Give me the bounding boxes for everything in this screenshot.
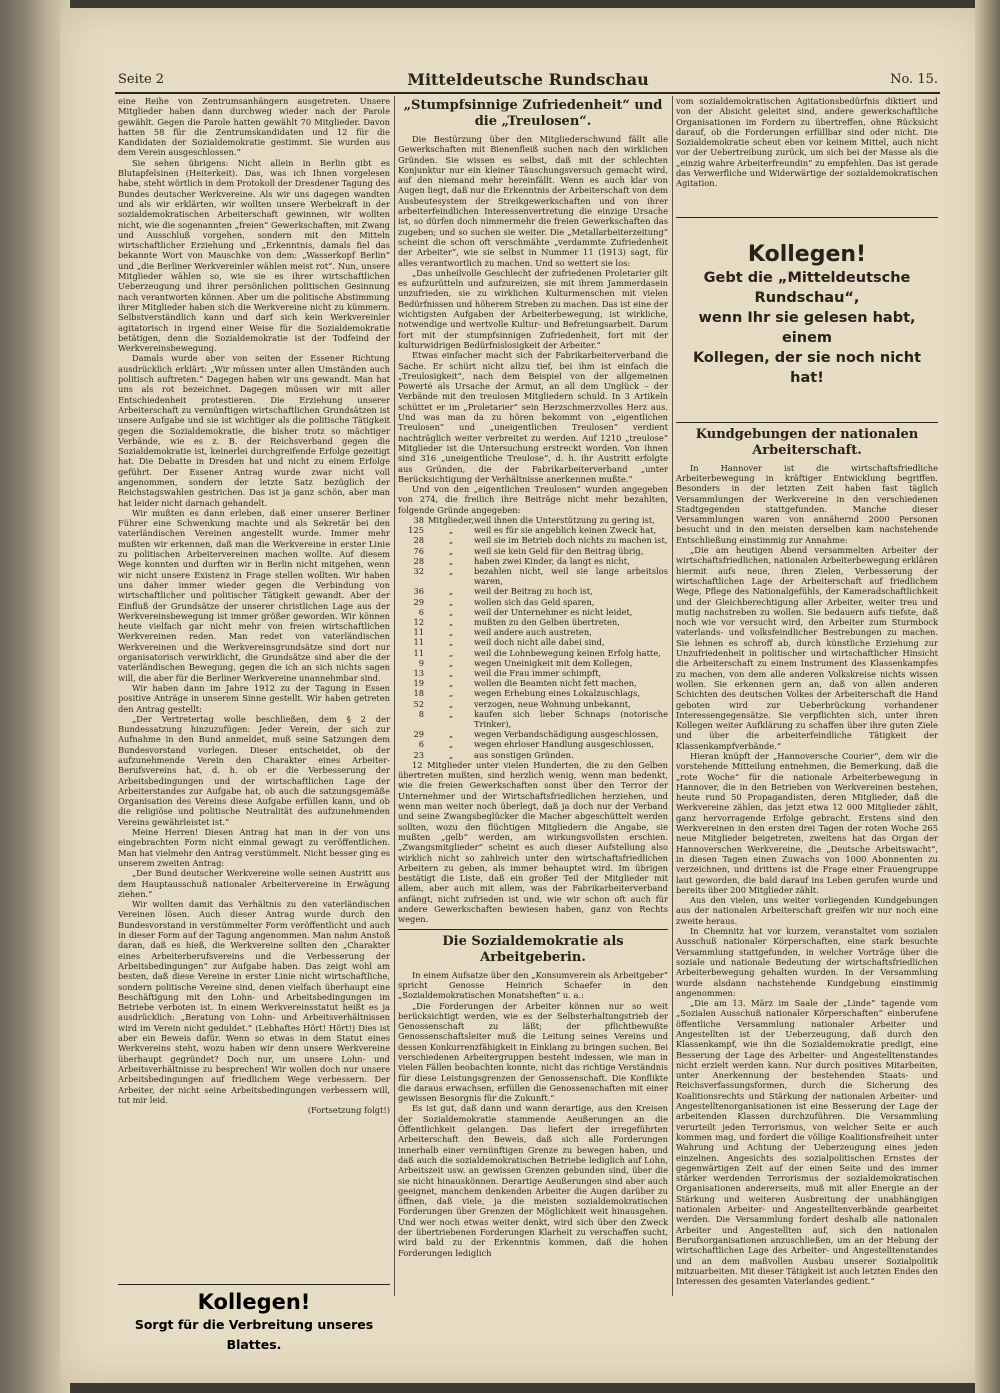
ad-title: Kollegen! — [747, 241, 867, 267]
reason-ditto: „ — [448, 555, 454, 566]
reason-count: 76 — [413, 545, 424, 556]
reason-count: 23 — [413, 749, 424, 760]
reason-ditto: „ — [448, 606, 454, 617]
reason-text: wegen Verbandschädigung ausgeschlossen, — [473, 729, 659, 740]
ad-line: wenn Ihr sie gelesen habt, einem — [698, 309, 916, 346]
reason-text: haben zwei Kinder, da langt es nicht, — [473, 555, 630, 566]
article-paragraph: Damals wurde aber von seiten der Essener Richtung ausdrücklich erklärt: „Wir müssen unter allen Umständen auch politisch auftreten.“ Dagegen haben wir uns gewandt. Man hat uns als rot bezeichnet. Dagegen müssen wir mit aller Entschiedenheit protestieren. Die Erziehung unserer Arbeiterschaft zu vernünftigen wirtschaftlichen Grundsätzen ist unsere Aufgabe und sie ist wichtiger als die politische Tätigkeit gegen die Sozialdemokratie, die bisher trotz so mächtiger Verbände, wie es z. B. der Reichsverband gegen die Sozialdemokratie ist, keinerlei durchgreifende Erfolge gezeitigt hat. Die Debatte in Dresden hat und nicht zu einem Erfolge geführt. Der Essener Antrag wurde zwar nicht voll angenommen, sondern der letzte Satz bezüglich der Reichstagswahlen gestrichen. Das ist ja ganz schön, aber man hat leider nicht darnach gehandelt. — [118, 353, 390, 508]
column-1 — [118, 96, 390, 1276]
article-paragraph: Die Bestürzung über den Mitgliederschwund fällt alle Gewerkschaften mit Bienenfleiß suchen nach den wirklichen Gründen. Sie wissen es selbst, daß mit der schlechten Konjunktur nur ein kleiner Täuschungsversuch gemacht wird, auf den niemand mehr hereinfällt. Wenn es auch klar von Augen liegt, daß nur die Erkenntnis der Arbeiterschaft von dem Ausbeutesystem der Streikgewerkschaften und von ihrer arbeiterfeindlichen Interessenvertretung die einzige Ursache ist, so dürfen doch nimmermehr die freien Gewerkschaften das zugeben; und so suchen sie weiter. Die „Metallarbeiterzeitung“ scheint die schon oft verschmähte „verdammte Zufriedenheit der Arbeiter“, wie sie selbst in Nummer 11 (1913) sagt, für alles verantwortlich zu machen. Und so wettert sie los: — [398, 134, 668, 268]
column-2 — [398, 96, 668, 1341]
continuation-note: (Fortsetzung folgt!) — [307, 1105, 390, 1116]
reason-ditto: „ — [448, 617, 454, 628]
reason-count: 12 — [413, 617, 424, 628]
reason-count: 36 — [413, 586, 424, 597]
reason-text: weil der Beitrag zu hoch ist, — [473, 586, 593, 597]
reason-row — [398, 627, 668, 637]
article-quote: „Die am 13. März im Saale der „Linde“ tagende vom „Sozialen Ausschuß nationaler Körperschaften“ einberufene öffentliche Versammlung nationaler Arbeiter und Angestellten ist der Ueberzeugung, daß durch den Klassenkampf, wie ihn die Sozialdemokratie predigt, eine Besserung der Lage des Arbeiter- und Angestelltenstandes nicht erzielt werden kann. Nur durch positives Mitarbeiten, unter Anerkennung der bestehenden Staats- und Reichsverfassungsformen, durch die Sicherung des Koalitionsrechts und Stärkung der nationalen Arbeiter- und Angestelltenorganisationen ist eine Besserung der Lage der arbeitenden Klassen durchzuführen. Die Versammlung verurteilt jeden Terrorismus, von welcher Seite er auch kommen mag, und fordert die völlige Koalitionsfreiheit unter Wahrung und Achtung der Ueberzeugung eines jeden einzelnen. Angesichts des sozialpolitischen Ernstes der gegenwärtigen Zeit auf der einen Seite und des immer stärker werdenden Terrorismus der sozialdemokratischen Organisationen andererseits, muß mit aller Energie an der Stärkung und weiteren Ausbreitung der unabhängigen nationalen Arbeiter- und Angestelltenverbände gearbeitet werden. Die Versammlung fordert deshalb alle nationalen Arbeiter und Angestellten auf, sich den nationalen Berufsorganisationen anzuschließen, um an der Hebung der wirtschaftlichen Lage des Arbeiter- und Angestelltenstandes und an dem maßvollen Ausbau unserer Sozialpolitik mitzuarbeiten. Mit dieser Tätigkeit ist auch letzten Endes den Interessen des gesamten Vaterlandes gedient.“ — [676, 998, 938, 1287]
reason-ditto: „ — [448, 525, 454, 536]
reason-row — [398, 637, 668, 647]
reason-text: aus sonstigen Gründen. — [473, 749, 574, 760]
reason-row — [398, 617, 668, 627]
reason-text: bezahlen nicht, weil sie lange arbeitslos waren, — [473, 566, 668, 587]
reason-row — [398, 699, 668, 709]
article-quote: „Die Forderungen der Arbeiter können nur so weit berücksichtigt werden, wie es der Selbsterhaltungstrieb der Genossenschaft zu läßt; der pflichtbewußte Genossenschaftsleiter muß die Leitung seines Vereins und dessen Konkurrenzfähigkeit in Einklang zu bringen suchen. Bei verschiedenen Arbeitergruppen besteht indessen, wie man in vielen Fällen beobachten konnte, nicht das richtige Verständnis für diese Leistungsgrenzen der Genossenschaft. Die Konflikte die daraus erwachsen, erfüllen die Genossenschaften mit einer gewissen Besorgnis für die Zukunft.“ — [398, 1000, 668, 1104]
ad-title: Kollegen! — [197, 1290, 311, 1314]
reasons-table — [398, 515, 668, 760]
reason-count: 28 — [413, 535, 424, 546]
reason-text: weil sie kein Geld für den Beitrag übrig, — [473, 545, 644, 556]
reason-text: wegen Erhebung eines Lokalzuschlags, — [473, 688, 640, 699]
article-heading: Kundgebungen der nationalen Arbeiterschaft. — [695, 426, 919, 458]
reason-ditto: „ — [448, 596, 454, 607]
section-rule — [676, 422, 938, 423]
column-divider — [394, 96, 395, 1296]
article-paragraph: Sie sehen übrigens: Nicht allein in Berlin gibt es Blutapfelsinen (Heiterkeit). Das, was ich Ihnen vorgelesen habe, steht wörtlich in dem Protokoll der Dresdener Tagung des Bundes deutscher Werkvereine. Als wir uns dagegen wandten und als wir erklärten, wir wollten unsere Werbekraft in der sozialdemokratischen Arbeiterschaft gewinnen, wir wollten nicht, wie die sogenannten „freien“ Gewerkschaften, mit Zwang und Ausschluß vorgehen, sondern mit den Mitteln wirtschaftlicher Erziehung und „Erkenntnis, damals fiel das bekannte Wort von Mauschke von dem: „Wasserkopf Berlin“ und „die Berliner Werkvereinler wählen meist rot“. Nun, unsere Mitglieder wählen so, wie sie es ihrer wirtschaftlichen Ueberzeugung und ihrer persönlichen politischen Gesinnung nach verantworten können. Aber um die politische Abstimmung ihrer Mitglieder haben sich die Werkvereine nicht zu kümmern. Selbstverständlich kann und darf sich kein Werkvereinler agitatorisch in irgend einer Weise für die Sozialdemokratie betätigen, denn die Sozialdemokratie ist der Todfeind der Werkvereinsbewegung. — [118, 157, 390, 354]
reason-count: 52 — [413, 698, 424, 709]
reason-count: 29 — [413, 729, 424, 740]
page-label: Seite 2 — [118, 72, 165, 87]
article-paragraph: vom sozialdemokratischen Agitationsbedürfnis diktiert und von der Absicht geleitet sind, andere gewerkschaftliche Organisationen im Fordern zu übertreffen, ohne Rücksicht darauf, ob die Forderungen erfüllbar sind oder nicht. Die Sozialdemokratie scheut eben vor keinem Mittel, auch nicht vor der Uebertreibung zurück, um sich bei der Masse als die „einzig wahre Arbeiterfreundin“ zu empfehlen. Das ist gerade das Verwerfliche und Widerwärtige der sozialdemokratischen Agitation. — [676, 96, 938, 189]
reason-text: weil der Unternehmer es nicht leidet, — [473, 606, 633, 617]
article-paragraph: In einem Aufsatze über den „Konsumverein als Arbeitgeber“ spricht Genosse Heinrich Schaefer in den „Sozialdemokratischen Monatsheften“ u. a.: — [398, 969, 668, 1001]
reason-count: 29 — [413, 596, 424, 607]
article-paragraph: Und von den „eigentlichen Treulosen“ wurden angegeben von 274, die freilich ihre Beiträge nicht mehr bezahlten, folgende Gründe angegeben: — [398, 484, 668, 515]
reason-count: 13 — [413, 668, 424, 679]
reason-count: 32 — [413, 566, 424, 576]
article-paragraph: 12 Mitglieder unter vielen Hunderten, die zu den Gelben übertreten mußten, sind herzlich wenig, wenn man bedenkt, wie die freien Gewerkschaften sonst über den Terror der Unternehmer und der Wirtschaftsfriedlichen herziehen, und wenn man weiter noch überlegt, daß ja doch nur der Verband und seine Zwangsbeglücker die Macher abgeschüttelt werden sollten, wozu den flüchtigen Mitgliedern die Angabe, sie mußten „gelb“ werden, am wirkungsvollsten erschien. „Zwangsmitglieder“ scheint es auch dieser Aufstellung also wirklich nicht so zahlreich unter den wirtschaftsfriedlichen Arbeitern zu geben, als immer behauptet wird. Im übrigen bestätigt die Liste, daß ein großer Teil der Mitglieder mit allem, aber auch mit allem, was der Fabrikarbeiterverband anfängt, nicht zufrieden ist und, wie wir schon oft auch für andere Gewerkschaften bewiesen haben, ganz von Rechts wegen. — [398, 759, 668, 925]
ad-line: Sorgt für die Verbreitung unseres Blattes. — [134, 1317, 374, 1352]
reason-count: 38 — [413, 514, 424, 525]
article-paragraph: „Der Bund deutscher Werkvereine wolle seinen Austritt aus dem Hauptausschuß nationaler Arbeitervereine in Erwägung ziehen.“ — [118, 868, 390, 899]
reason-text: wegen ehrloser Handlung ausgeschlossen, — [473, 739, 654, 750]
reason-row — [398, 525, 668, 535]
reason-text: wollen sich das Geld sparen, — [473, 596, 595, 607]
reason-count: 28 — [413, 555, 424, 566]
reason-ditto: „ — [448, 535, 454, 546]
reason-text: weil andere auch austreten, — [473, 627, 592, 638]
article-paragraph: Wir mußten es dann erleben, daß einer unserer Berliner Führer eine Schwenkung machte und als Sekretär bei den vaterländischen Vereinen angestellt wurde. Immer mehr mußten wir erkennen, daß man die Werkvereine in erster Linie zu politischen Arbeitervereinen machen wollte. Auf diesem Wege konnten und durften wir in Berlin nicht mitgehen, wenn wir nicht unsere Existenz in Frage stellen wollten. Wir haben uns daher immer wieder gegen die Verbindung von wirtschaftlicher und politischer Tätigkeit gewandt. Aber der Einfluß der Grundsätze der unserer christlichen Lage aus der Werkvereinsbewegung ist immer größer geworden. Wir können heute vielfach gar nicht mehr von freien wirtschaftlichen Werkvereinen reden. Man redet von vaterländischen Werkvereinen und die Werkvereinsgrundsätze sind dort nur organisatorisch verwirklicht, die Grundsätze sind aber die der vaterländischen Bewegung, gegen die ich an sich nichts sagen will, die aber für die Berliner Werkvereine unannehmbar sind. — [118, 507, 390, 683]
reason-row — [398, 556, 668, 566]
reason-count: 125 — [408, 525, 424, 536]
header-rule — [115, 92, 940, 94]
reason-text: weil ihnen die Unterstützung zu gering ist, — [473, 514, 655, 525]
reason-row — [398, 566, 668, 586]
reason-row — [398, 739, 668, 749]
reason-count: 6 — [418, 606, 424, 617]
article-quote: „Die am heutigen Abend versammelten Arbeiter der wirtschaftsfriedlichen, nationalen Arbeiterbewegung erklären hiermit aufs neue, ihren Zielen, Verbesserung der wirtschaftlichen Lage der Arbeiterschaft auf friedlichem Wege, Pflege des Nationalgefühls, der Kameradschaftlichkeit und der Gleichberechtigung aller Arbeiter, weiter treu und mutig nachstreben zu wollen. Sie bedauern aufs tiefste, daß noch wie vor versucht wird, den Arbeiter zum Sturmbock vaterlands- und volksfeindlicher Bestrebungen zu machen. Sie lehnen es schroff ab, durch künstliche Erziehung zur Unzufriedenheit in politischer und wirtschaftlicher Hinsicht die Arbeiterschaft zu einem Instrument des Klassenkampfes zu machen, von dem alle anderen Volkskreise nichts wissen wollen. Sie erkennen gern an, daß von allen anderen Schichten des deutschen Volkes der Arbeiterschaft die Hand geboten wird zur Ueberbrückung vorhandener Interessengegensätze. Sie verpflichten sich, unter ihren Kollegen weiter Aufklärung zu schaffen über ihre guten Ziele und über die arbeiterfeindliche Tätigkeit der Klassenkampfverbände.“ — [676, 545, 938, 751]
reason-ditto: „ — [448, 566, 454, 576]
reason-ditto: „ — [448, 739, 454, 750]
reason-row — [398, 586, 668, 596]
reason-row — [398, 709, 668, 729]
reason-count: 11 — [413, 627, 424, 638]
ad-box-support — [118, 1280, 390, 1355]
reason-row — [398, 546, 668, 556]
column-divider — [672, 96, 673, 1296]
reason-text: wegen Uneinigkeit mit dem Kollegen, — [473, 657, 633, 668]
article-paragraph: In Chemnitz hat vor kurzem, veranstaltet vom sozialen Ausschuß nationaler Körperschaften, eine stark besuchte Versammlung stattgefunden, in welcher Vorträge über die soziale und nationale Bedeutung der wirtschaftsfriedlichen Arbeiterbewegung gehalten wurden. In der Versammlung wurde alsdann nachstehende Kundgebung einstimmig angenommen: — [676, 926, 938, 998]
reason-ditto: „ — [448, 708, 454, 719]
reason-row — [398, 729, 668, 739]
reason-ditto: „ — [448, 698, 454, 709]
reason-ditto: „ — [448, 637, 454, 648]
reason-count: 8 — [418, 708, 424, 719]
reason-ditto: „ — [448, 678, 454, 689]
reason-row — [398, 688, 668, 698]
issue-number: No. 15. — [890, 72, 938, 87]
article-paragraph: Meine Herren! Diesen Antrag hat man in der von uns eingebrachten Form nicht einmal gewagt zu veröffentlichen. Man hat vielmehr den Antrag verstümmelt. Nicht besser ging es unserem zweiten Antrag: — [118, 827, 390, 868]
article-paragraph: eine Reihe von Zentrumsanhängern ausgetreten. Unsere Mitglieder haben dann durchweg wieder nach der Parole gewählt. Gegen die Parole hatten gewählt 70 Mitglieder. Davon hatten 58 für die Zentrumskandidaten und 12 für die Kandidaten der Sozialdemokratie gestimmt. Sie wurden aus dem Verein ausgeschlossen.“ — [118, 96, 390, 158]
reason-count: 19 — [413, 678, 424, 689]
ad-box-pass-on — [676, 242, 938, 388]
reason-text: weil es für sie angeblich keinen Zweck hat, — [473, 525, 657, 536]
reason-ditto: „ — [448, 749, 454, 760]
reason-ditto: „ — [448, 688, 454, 699]
article-paragraph: Es ist gut, daß dann und wann derartige, aus den Kreisen der Sozialdemokratie stammende Aeußerungen an die Öffentlichkeit gelangen. Das liefert der irregeführten Arbeiterschaft den Beweis, daß sich alle Forderungen innerhalb einer vernünftigen Grenze zu bewegen haben, und daß auch die sozialdemokratischen Betriebe lediglich auf Lohn, Arbeitszeit usw. an gewissen Grenzen gebunden sind, über die sie nicht hinauskönnen. Derartige Aeußerungen sind aber auch geeignet, manchem denkenden Arbeiter die Augen darüber zu öffnen, daß viele, ja die meisten sozialdemokratischen Forderungen über Grenzen der Möglichkeit weit hinausgehen. Und wer noch etwas weiter denkt, wird sich über den Zweck der übertriebenen Forderungen Klarheit zu verschaffen sucht, wird bald zu der Erkenntnis kommen, daß die hohen Forderungen lediglich — [398, 1103, 668, 1258]
reason-row — [398, 678, 668, 688]
reason-text: weil doch nicht alle dabei sind, — [473, 637, 605, 648]
article-heading: „Stumpfsinnige Zufriedenheit“ und die „Treulosen“. — [403, 98, 663, 129]
reason-text: weil die Frau immer schimpft, — [473, 668, 602, 679]
reason-row — [398, 535, 668, 545]
reason-text: wollen die Beamten nicht fett machen, — [473, 678, 637, 689]
article-heading-2: Die Sozialdemokratie als Arbeitgeberin. — [442, 933, 624, 965]
reason-count: 9 — [418, 657, 424, 668]
reason-ditto: „ — [448, 729, 454, 740]
article-paragraph: Wir wollten damit das Verhältnis zu den vaterländischen Vereinen lösen. Auch dieser Antrag wurde durch den Bundesvorstand in verstümmelter Form veröffentlicht und auch in dieser Form auf der Tagung angenommen. Man nahm Anstoß daran, daß es hieß, die Werkvereine sollten den „Charakter eines Arbeiterberufsvereins und die Verbesserung der Arbeitsbedingungen“ zur Aufgabe haben. Das zeigt wohl am besten, daß diese Vereine in erster Linie nicht wirtschaftliche, sondern politische Vereine sind, denen vielfach überhaupt eine Beschäftigung mit den Lohn- und Arbeitsbedingungen im Betriebe verboten ist. In einem Werkvereinsstatut heißt es ja ausdrücklich: „Beratung von Lohn- und Arbeitsverhältnissen wird im Verein nicht geduldet.“ (Lebhaftes Hört! Hört!) Dies ist aber ein Beweis dafür. Wenn so etwas in dem Statut eines Werkvereins steht, wozu haben wir denn unsere Werkvereine überhaupt gegründet? Doch nur, um unsere Lohn- und Arbeitsverhältnisse zu besprechen! Wir wollen doch nur unsere Arbeitsbedingungen auf friedlichem Wege verbessern. Der Arbeiter, der nicht seine Arbeitsbedingungen verbessern will, tut mir leid. — [118, 899, 390, 1105]
article-paragraph: Etwas einfacher macht sich der Fabrikarbeiterverband die Sache. Er schürt nicht allzu tief, bei ihm ist einfach die „Treulosigkeit“, nach dem Beispiel von der allgemeinen Powerté als Ursache der Armut, an all dem Unglück – der Verbände mit den treulosen Mitgliedern schuld. In 3 Artikeln schüttet er im „Proletarier“ sein Herzschmerzvolles Herz aus. Und was man da zu hören bekommt von „eigentlichen Treulosen“ und „uneigentlichen Treulosen“ verdient nachträglich weiter verbreitet zu werden. Auf 1210 „treulose“ Mitglieder ist die Untersuchung erstreckt worden. Von ihnen sind 316 „uneigentliche Treulose“, d. h. ihr Austritt erfolgte aus Gründen, die der Fabrikarbeiterverband „unter Berücksichtigung der Verhältnisse anerkennen mußte.“ — [398, 350, 668, 484]
reason-count: 11 — [413, 637, 424, 648]
reason-row — [398, 607, 668, 617]
reason-count: 11 — [413, 647, 424, 658]
column-3 — [676, 96, 938, 1341]
reason-text: weil die Lohnbewegung keinen Erfolg hatte, — [473, 647, 661, 658]
reason-row — [398, 658, 668, 668]
paper-title: Mitteldeutsche Rundschau — [407, 70, 649, 89]
article-paragraph: „Der Vertretertag wolle beschließen, dem § 2 der Bundessatzung hinzuzufügen: Jeder Verein, der sich zur Aufnahme in den Bund anmeldet, muß seine Satzungen dem Bundesvorstand vorlegen. Dieser entscheidet, ob der aufzunehmende Verein den Charakter eines Arbeiter-Berufsvereins hat, d. h. ob er die Verbesserung der Arbeitsbedingungen und der wirtschaftlichen Lage der Arbeiterstandes zur Aufgabe hat, ob auch die satzungsgemäße Organisation des Vereins diese Aufgabe erfüllen kann, und ob die religiöse und politische Neutralität des aufzunehmenden Vereins gewährleistet ist.“ — [118, 713, 390, 827]
page-header — [118, 70, 938, 92]
reason-text: verzogen, neue Wohnung unbekannt, — [473, 698, 631, 709]
reason-text: weil sie im Betrieb doch nichts zu machen ist, — [473, 535, 668, 546]
ad-rule — [676, 217, 938, 218]
ad-line: Gebt die „Mitteldeutsche Rundschau“, — [703, 269, 911, 306]
reason-ditto: „ — [448, 647, 454, 658]
reason-ditto: „ — [448, 668, 454, 679]
article-paragraph: In Hannover ist die wirtschaftsfriedliche Arbeiterbewegung in kräftiger Entwicklung begriffen. Besonders in der letzten Zeit haben fast täglich Versammlungen der Werkvereine in den verschiedenen Stadtgegenden stattgefunden. Manche dieser Versammlungen waren von annähernd 2000 Personen besucht und in den meisten derselben kam nachstehende Entschließung einstimmig zur Annahme: — [676, 462, 938, 545]
page-edge-right — [975, 0, 1000, 1393]
reason-text: mußten zu den Gelben übertreten, — [473, 617, 620, 628]
ad-rule — [118, 1284, 390, 1285]
reason-ditto: „ — [448, 586, 454, 597]
reason-row — [398, 515, 668, 525]
article-quote: „Das unheilvolle Geschlecht der zufriedenen Proletarier gilt es aufzurütteln und aufzureizen, sie mit ihrem Jammerdasein unzufrieden, sie zu wirklichen Kulturmenschen mit vielen Bedürfnissen und höherem Streben zu machen. Das ist eine der wichtigsten Aufgaben der Arbeiterbewegung, ist wirkliche, notwendige und wertvolle Kultur- und Befreiungsarbeit. Darum fort mit der stumpfsinnigen Zufriedenheit, fort mit der kulturwidrigen Bedürfnislosigkeit der Arbeiter.“ — [398, 267, 668, 350]
article-paragraph: Aus den vielen, uns weiter vorliegenden Kundgebungen aus der nationalen Arbeiterschaft greifen wir nur noch eine zweite heraus. — [676, 895, 938, 926]
reason-row — [398, 648, 668, 658]
article-paragraph: Hieran knüpft der „Hannoversche Courier“, dem wir die vorstehende Mitteilung entnehmen, die Bemerkung, daß die „rote Woche“ für die nationale Arbeiterbewegung in Hannover, die in den Betrieben von Werkvereinen bestehen, heute rund 50 Propagandisten, deren Mitglieder, daß die Werkvereine zählen, das jetzt etwa 12 000 Mitglieder zählt, ganz hervorragende Erfolge gebracht. Erstens sind den Werkvereinen in den ersten drei Tagen der roten Woche 265 neue Mitglieder beigetreten, zweitens hat das Organ der Hannoverschen Werkvereine, die „Deutsche Arbeitswacht“, in diesen Tagen einen Zuwachs von 1000 Abonnenten zu verzeichnen, und drittens ist die Frage einer Frauengruppe laut geworden, die bald darauf ins Leben gerufen wurde und bereits über 200 Mitglieder zählt. — [676, 750, 938, 895]
reason-row — [398, 597, 668, 607]
ad-line: Kollegen, der sie noch nicht hat! — [692, 349, 922, 386]
reason-count: 18 — [413, 688, 424, 699]
reason-row — [398, 750, 668, 760]
reason-ditto: „ — [448, 627, 454, 638]
reason-row — [398, 668, 668, 678]
reason-ditto: „ — [448, 545, 454, 556]
reason-text: kaufen sich lieber Schnaps (notorische Trinker), — [473, 708, 668, 730]
reason-count: 6 — [418, 739, 424, 750]
article-paragraph: Wir haben dann im Jahre 1912 zu der Tagung in Essen positive Anträge in unserem Sinne gestellt. Wir haben getreten den Antrag gestellt: — [118, 682, 390, 714]
reason-ditto: „ — [448, 657, 454, 668]
section-rule — [398, 929, 668, 930]
reason-ditto: Mitglieder, — [428, 514, 474, 525]
